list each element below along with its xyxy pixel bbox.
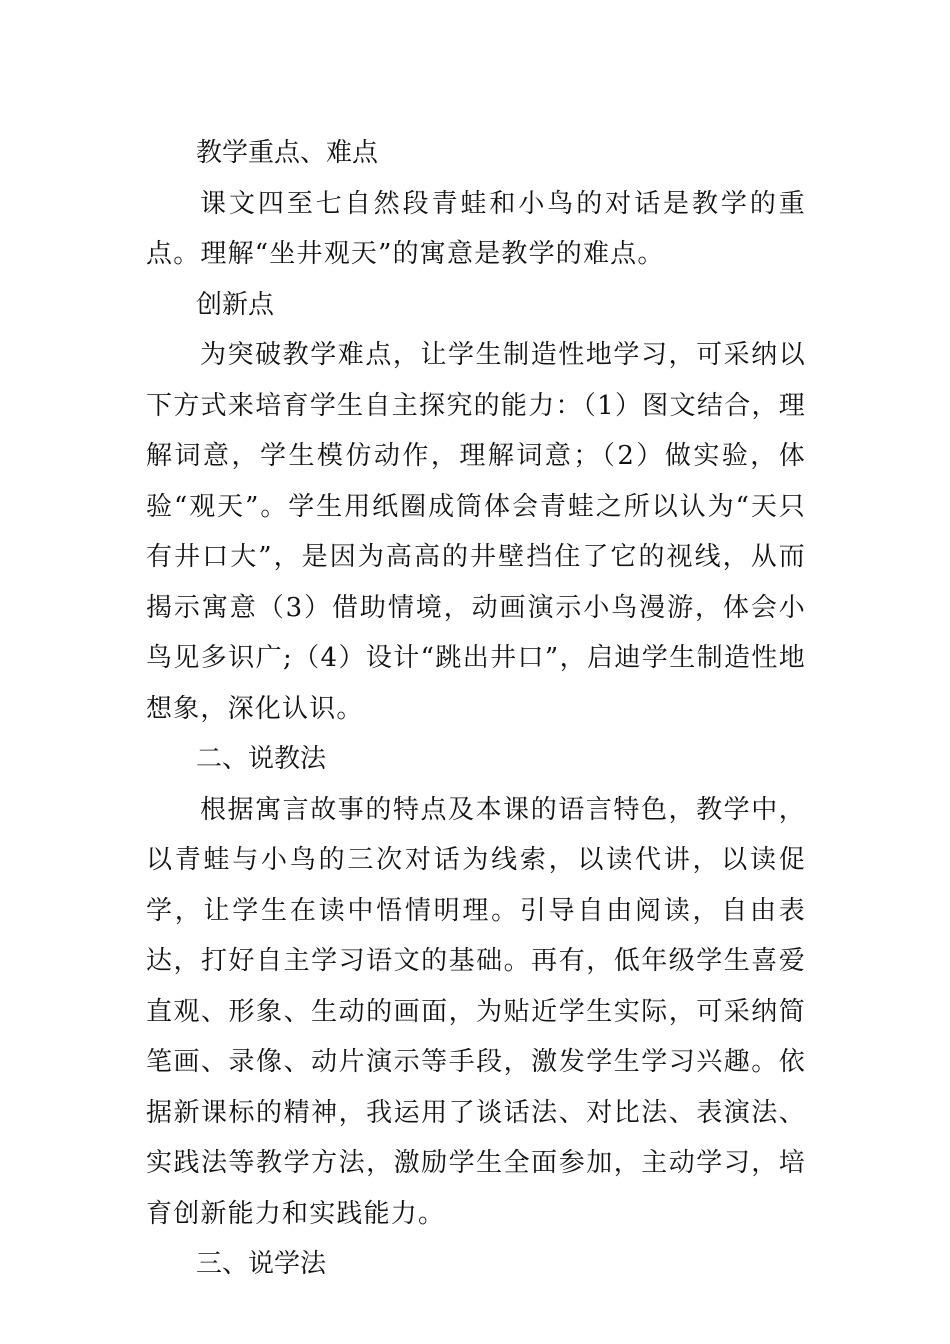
- section-heading-teaching-focus: 教学重点、难点: [196, 138, 379, 168]
- document-body: [146, 128, 806, 1290]
- section-heading-learning-method: 三、说学法: [196, 1249, 327, 1279]
- section-heading-teaching-method: 二、说教法: [196, 744, 327, 774]
- paragraph-innovation: 为突破教学难点，让学生制造性地学习，可采纳以下方式来培育学生自主探究的能力：（1）图文结合，理解词意，学生模仿动作，理解词意；（2）做实验，体验“观天”。学生用纸圈成筒体会青蛙之所以认为“天只有井口大”，是因为高高的井壁挡住了它的视线，从而揭示寓意（3）借助情境，动画演示小鸟漫游，体会小鸟见多识广;（4）设计“跳出井口”，启迪学生制造性地想象，深化认识。: [146, 340, 806, 724]
- paragraph-teaching-method: 根据寓言故事的特点及本课的语言特色，教学中，以青蛙与小鸟的三次对话为线索，以读代讲，以读促学，让学生在读中悟情明理。引导自由阅读，自由表达，打好自主学习语文的基础。再有，低年级学生喜爱直观、形象、生动的画面，为贴近学生实际，可采纳简笔画、录像、动片演示等手段，激发学生学习兴趣。依据新课标的精神，我运用了谈话法、对比法、表演法、实践法等教学方法，激励学生全面参加，主动学习，培育创新能力和实践能力。: [146, 794, 806, 1229]
- section-heading-innovation: 创新点: [196, 289, 275, 320]
- paragraph-teaching-focus: 课文四至七自然段青蛙和小鸟的对话是教学的重点。理解“坐井观天”的寓意是教学的难点。: [146, 188, 806, 269]
